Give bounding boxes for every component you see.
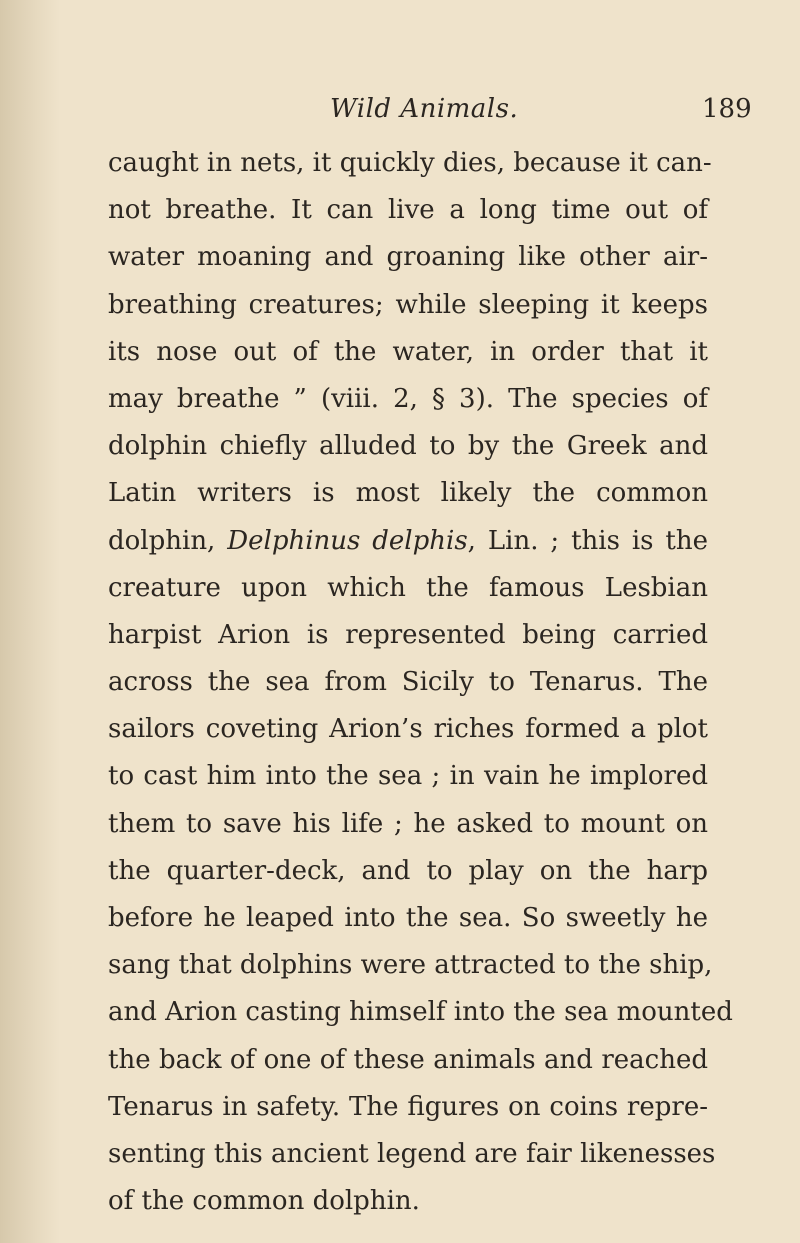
text-line: creature upon which the famous Lesbian xyxy=(108,572,708,603)
text-line: its nose out of the water, in order that it xyxy=(108,336,708,367)
text-line: not breathe. It can live a long time out of xyxy=(108,195,708,226)
page-gutter-shadow xyxy=(0,0,60,1243)
text-line: Tenarus in safety. The figures on coins repre- xyxy=(108,1091,708,1122)
text-line: to cast him into the sea ; in vain he implored xyxy=(108,761,708,792)
text-line: across the sea from Sicily to Tenarus. The xyxy=(108,667,708,698)
text-line: caught in nets, it quickly dies, because it can- xyxy=(108,148,712,178)
text-line: the quarter-deck, and to play on the harp xyxy=(108,855,708,886)
text-line: and Arion casting himself into the sea mounted xyxy=(108,997,733,1028)
text-line: dolphin chiefly alluded to by the Greek and xyxy=(108,431,708,462)
text-line-species xyxy=(108,518,708,565)
page-number: 189 xyxy=(702,94,752,124)
running-title: Wild Animals. xyxy=(330,94,519,124)
body-text xyxy=(108,140,733,1225)
text-line: before he leaped into the sea. So sweetly he xyxy=(108,903,708,933)
text-line: sang that dolphins were attracted to the ship, xyxy=(108,950,713,981)
species-name: Delphinus delphis xyxy=(227,525,468,556)
text-line: sailors coveting Arion’s riches formed a plot xyxy=(108,714,708,745)
text-line: them to save his life ; he asked to mount on xyxy=(108,808,708,839)
line-prefix: dolphin, xyxy=(108,525,228,556)
text-line: harpist Arion is represented being carried xyxy=(108,619,708,650)
text-line: may breathe ” (viii. 2, § 3). The species of xyxy=(108,383,708,414)
text-line: water moaning and groaning like other air- xyxy=(108,242,708,273)
text-line-last: of the common dolphin. xyxy=(108,1186,420,1217)
text-line: breathing creatures; while sleeping it keeps xyxy=(108,289,708,320)
line-suffix: , Lin. ; this is the xyxy=(467,525,709,556)
text-line: senting this ancient legend are fair likenesses xyxy=(108,1138,716,1169)
text-line: Latin writers is most likely the common xyxy=(108,478,708,509)
text-line: the back of one of these animals and reached xyxy=(108,1044,708,1075)
page-header xyxy=(0,94,800,134)
